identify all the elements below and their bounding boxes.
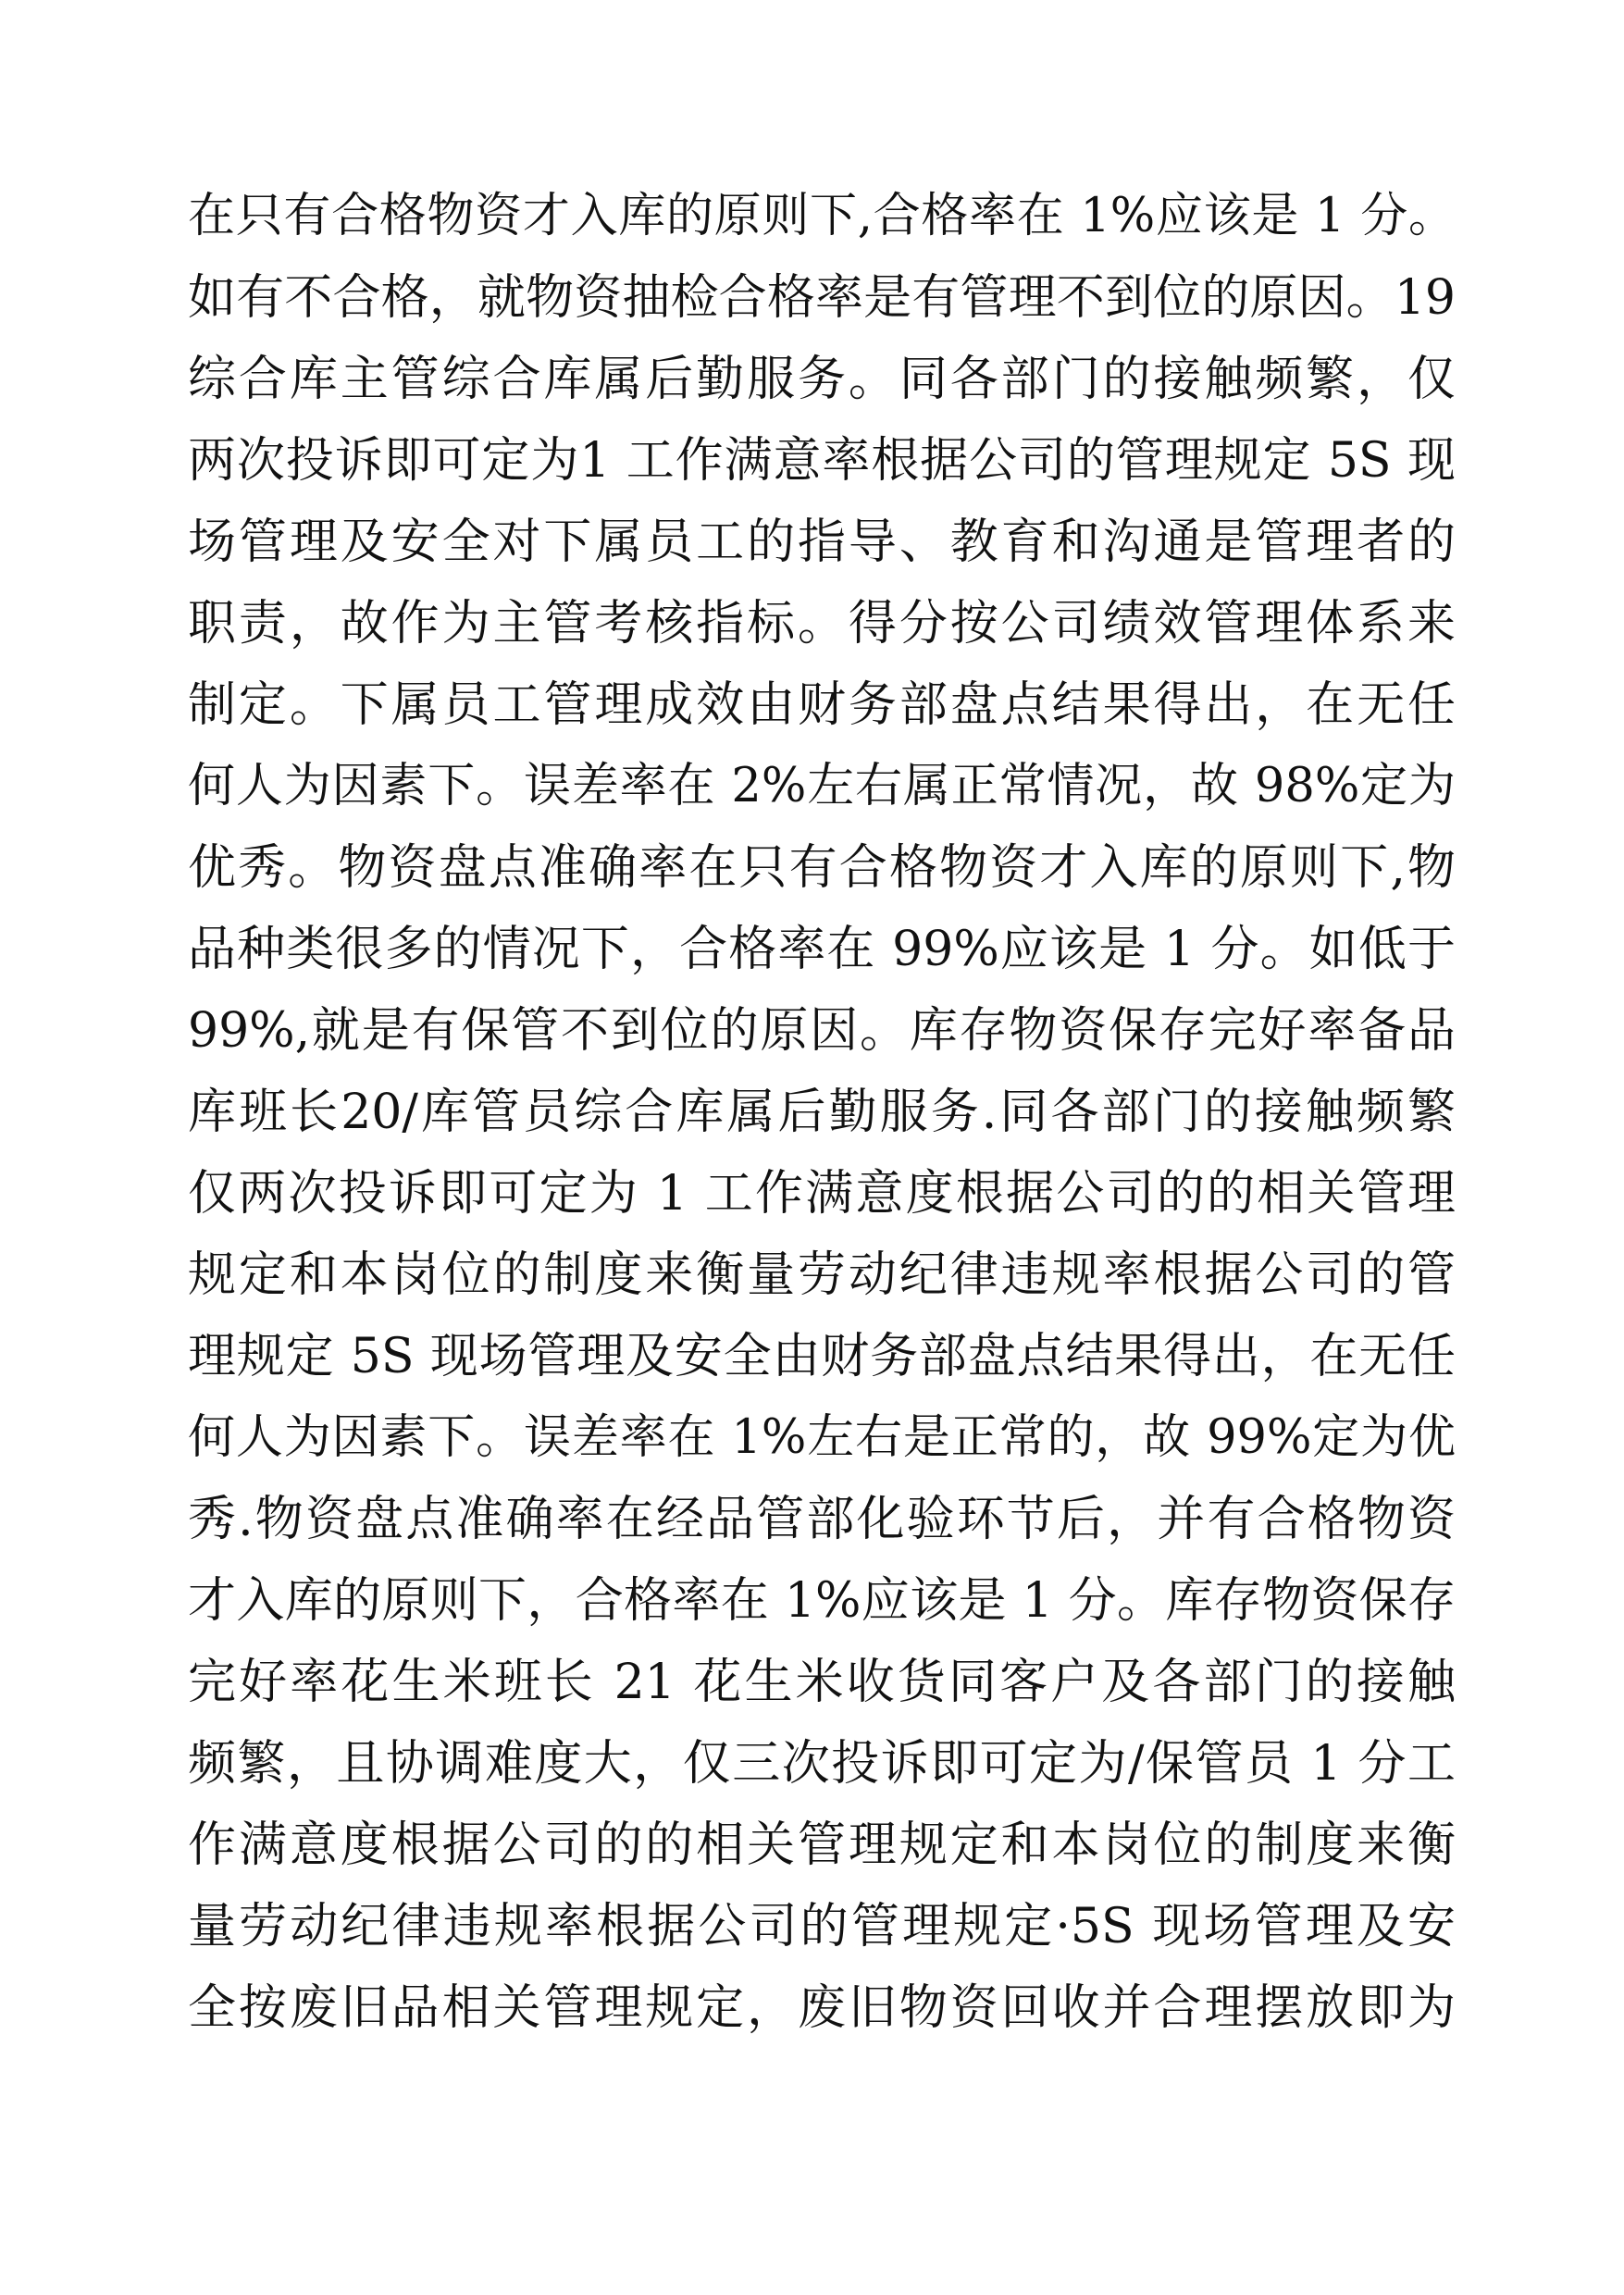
text-line: 仅两次投诉即可定为 1 工作满意度根据公司的的相关管理 <box>188 1166 1456 1222</box>
text-line: 何人为因素下。误差率在 2%左右属正常情况，故 98%定为 <box>188 759 1456 813</box>
text-line: 理规定 5S 现场管理及安全由财务部盘点结果得出，在无任 <box>188 1329 1456 1384</box>
text-line: 规定和本岗位的制度来衡量劳动纪律违规率根据公司的管 <box>188 1247 1456 1303</box>
text-line: 场管理及安全对下属员工的指导、教育和沟通是管理者的 <box>188 515 1456 570</box>
text-line: 完好率花生米班长 21 花生米收货同客户及各部门的接触 <box>188 1655 1456 1710</box>
text-line: 99%,就是有保管不到位的原因。库存物资保存完好率备品 <box>188 1003 1456 1059</box>
text-line: 综合库主管综合库属后勤服务。同各部门的接触频繁，仅 <box>188 352 1456 407</box>
text-line: 优秀。物资盘点准确率在只有合格物资才入库的原则下,物 <box>188 840 1456 896</box>
text-line: 才入库的原则下，合格率在 1%应该是 1 分。库存物资保存 <box>188 1573 1456 1629</box>
text-line: 何人为因素下。误差率在 1%左右是正常的，故 99%定为优 <box>188 1410 1456 1465</box>
text-line: 职责，故作为主管考核指标。得分按公司绩效管理体系来 <box>188 596 1456 651</box>
text-line: 作满意度根据公司的的相关管理规定和本岗位的制度来衡 <box>188 1817 1456 1873</box>
text-line: 秀.物资盘点准确率在经品管部化验环节后，并有合格物资 <box>188 1492 1456 1547</box>
text-line: 制定。下属员工管理成效由财务部盘点结果得出，在无任 <box>188 677 1456 733</box>
body-text <box>188 176 1456 2049</box>
text-line: 频繁，且协调难度大，仅三次投诉即可定为/保管员 1 分工 <box>188 1736 1456 1792</box>
text-line: 品种类很多的情况下，合格率在 99%应该是 1 分。如低于 <box>188 922 1456 977</box>
text-line: 量劳动纪律违规率根据公司的管理规定·5S 现场管理及安 <box>188 1899 1456 1954</box>
text-line: 如有不合格，就物资抽检合格率是有管理不到位的原因。19 <box>188 270 1456 326</box>
text-line: 全按废旧品相关管理规定，废旧物资回收并合理摆放即为 <box>188 1980 1456 2036</box>
text-line: 在只有合格物资才入库的原则下,合格率在 1%应该是 1 分。 <box>188 189 1456 243</box>
text-line: 库班长20/库管员综合库属后勤服务.同各部门的接触频繁 <box>188 1085 1456 1140</box>
text-line: 两次投诉即可定为1 工作满意率根据公司的管理规定 5S 现 <box>188 433 1456 489</box>
